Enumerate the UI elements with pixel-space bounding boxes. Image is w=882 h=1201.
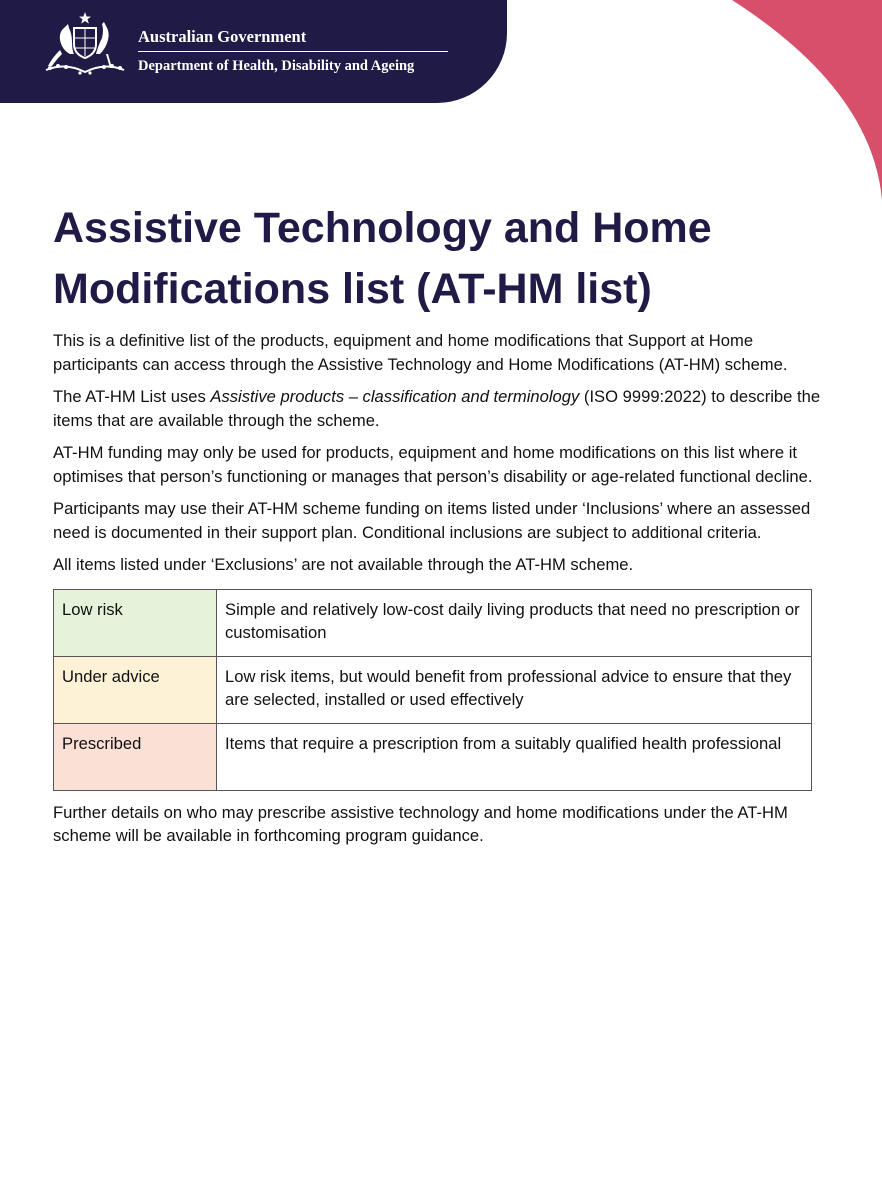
intro-paragraph-5: All items listed under ‘Exclusions’ are not available through the AT-HM scheme.	[53, 555, 634, 574]
table-row	[54, 723, 812, 790]
iso-standard-title: Assistive products – classification and terminology	[210, 387, 580, 406]
header-divider	[138, 51, 448, 52]
department-name: Department of Health, Disability and Ageing	[138, 58, 415, 74]
table-row	[54, 656, 812, 723]
iso-text-before: The AT-HM List uses	[53, 387, 211, 406]
coat-of-arms-icon	[40, 10, 130, 78]
intro-paragraph-1: This is a definitive list of the products, equipment and home modifications that Support at Home participants can access through the Assistive Technology and Home Modifications (AT-HM) scheme.	[53, 331, 788, 374]
intro-paragraph-4: Participants may use their AT-HM scheme funding on items listed under ‘Inclusions’ where an assessed need is documented in their support plan. Conditional inclusions are subject to additional criteria.	[53, 499, 811, 542]
intro-paragraph-2	[53, 385, 823, 432]
government-header	[0, 0, 507, 103]
intro-paragraph-3: AT-HM funding may only be used for products, equipment and home modifications on this list where it optimises that person’s functioning or manages that person’s disability or age-related functional decline.	[53, 443, 813, 486]
table-row	[54, 589, 812, 656]
risk-description-under-advice: Low risk items, but would benefit from professional advice to ensure that they are selected, installed or used effectively	[217, 656, 812, 723]
risk-level-table	[53, 589, 812, 791]
risk-description-low: Simple and relatively low-cost daily living products that need no prescription or customisation	[217, 589, 812, 656]
risk-level-under-advice: Under advice	[54, 656, 217, 723]
iso-text-after: (ISO 9999:2022) to describe the items that are available through the scheme.	[53, 387, 821, 430]
decorative-swoosh	[722, 0, 882, 200]
government-name: Australian Government	[138, 27, 307, 46]
page-title: Assistive Technology and Home Modifications list (AT-HM list)	[53, 204, 712, 313]
risk-level-prescribed: Prescribed	[54, 723, 217, 790]
risk-level-low: Low risk	[54, 589, 217, 656]
footer-note: Further details on who may prescribe assistive technology and home modifications under the AT-HM scheme will be available in forthcoming program guidance.	[53, 802, 788, 845]
document-body	[53, 329, 823, 857]
risk-description-prescribed: Items that require a prescription from a suitably qualified health professional	[217, 723, 812, 790]
